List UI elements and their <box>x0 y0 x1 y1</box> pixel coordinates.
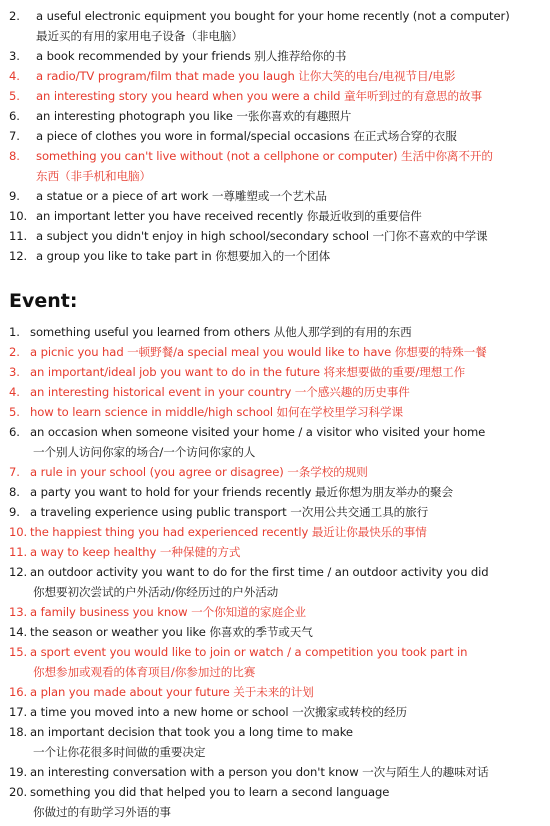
item-text: an important decision that took you a long time to make <box>30 725 353 739</box>
item-text: a plan you made about your future 关于未来的计划 <box>30 685 314 699</box>
item-text-continued: 东西（非手机和电脑） <box>36 169 151 183</box>
item-number: 9. <box>9 189 20 203</box>
item-text: an interesting historical event in your country 一个感兴趣的历史事件 <box>30 385 410 399</box>
event-item <box>0 402 550 422</box>
topic-item <box>0 106 550 126</box>
item-text: something useful you learned from others 从他人那学到的有用的东西 <box>30 325 412 339</box>
event-item <box>0 422 550 462</box>
item-text-continued: 最近买的有用的家用电子设备（非电脑） <box>36 29 243 43</box>
topic-item <box>0 46 550 66</box>
item-text: an outdoor activity you want to do for the first time / an outdoor activity you did <box>30 565 489 579</box>
item-text: a useful electronic equipment you bought for your home recently (not a computer) <box>36 9 510 23</box>
item-number: 12. <box>9 565 28 579</box>
topic-item <box>0 6 550 46</box>
item-text: a time you moved into a new home or school 一次搬家或转校的经历 <box>30 705 408 719</box>
topic-item <box>0 146 550 186</box>
event-item <box>0 322 550 342</box>
event-item <box>0 702 550 722</box>
item-text: a family business you know 一个你知道的家庭企业 <box>30 605 307 619</box>
item-number: 11. <box>9 229 28 243</box>
event-heading: Event: <box>9 290 78 312</box>
item-number: 10. <box>9 209 28 223</box>
item-text: an important letter you have received recently 你最近收到的重要信件 <box>36 209 422 223</box>
item-text: a book recommended by your friends 别人推荐给你的书 <box>36 49 347 63</box>
topic-item <box>0 186 550 206</box>
item-text: something you did that helped you to learn a second language <box>30 785 390 799</box>
item-text: a subject you didn't enjoy in high school/secondary school 一门你不喜欢的中学课 <box>36 229 488 243</box>
topic-item <box>0 126 550 146</box>
item-text: the season or weather you like 你喜欢的季节或天气 <box>30 625 313 639</box>
item-text-continued: 你做过的有助学习外语的事 <box>33 805 171 819</box>
item-number: 5. <box>9 89 20 103</box>
item-number: 6. <box>9 109 20 123</box>
event-item <box>0 622 550 642</box>
item-number: 14. <box>9 625 28 639</box>
event-item <box>0 462 550 482</box>
item-text-continued: 你想要初次尝试的户外活动/你经历过的户外活动 <box>33 585 279 599</box>
event-item <box>0 502 550 522</box>
item-number: 6. <box>9 425 20 439</box>
item-number: 10. <box>9 525 28 539</box>
item-text: a group you like to take part in 你想要加入的一个团体 <box>36 249 331 263</box>
item-number: 3. <box>9 365 20 379</box>
item-text: a sport event you would like to join or watch / a competition you took part in <box>30 645 468 659</box>
item-text: how to learn science in middle/high school 如何在学校里学习科学课 <box>30 405 403 419</box>
topic-list <box>0 6 550 266</box>
item-text: a piece of clothes you wore in formal/special occasions 在正式场合穿的衣服 <box>36 129 457 143</box>
event-item <box>0 782 550 822</box>
item-number: 3. <box>9 49 20 63</box>
topic-item <box>0 226 550 246</box>
topic-item <box>0 246 550 266</box>
item-number: 19. <box>9 765 28 779</box>
event-item <box>0 382 550 402</box>
event-item <box>0 342 550 362</box>
item-text: an interesting photograph you like 一张你喜欢的有趣照片 <box>36 109 352 123</box>
event-item <box>0 522 550 542</box>
event-item <box>0 682 550 702</box>
item-number: 17. <box>9 705 28 719</box>
item-number: 2. <box>9 9 20 23</box>
event-item <box>0 542 550 562</box>
item-text: something you can't live without (not a cellphone or computer) 生活中你离不开的 <box>36 149 493 163</box>
item-text-continued: 一个别人访问你家的场合/一个访问你家的人 <box>33 445 256 459</box>
item-number: 16. <box>9 685 28 699</box>
item-text: a picnic you had 一顿野餐/a special meal you would like to have 你想要的特殊一餐 <box>30 345 487 359</box>
item-text: an important/ideal job you want to do in the future 将来想要做的重要/理想工作 <box>30 365 466 379</box>
item-number: 4. <box>9 69 20 83</box>
item-text: a party you want to hold for your friends recently 最近你想为朋友举办的聚会 <box>30 485 453 499</box>
event-item <box>0 362 550 382</box>
item-number: 12. <box>9 249 28 263</box>
item-number: 7. <box>9 465 20 479</box>
event-item <box>0 602 550 622</box>
item-number: 8. <box>9 149 20 163</box>
item-text: a way to keep healthy 一种保健的方式 <box>30 545 241 559</box>
item-number: 9. <box>9 505 20 519</box>
topic-item <box>0 206 550 226</box>
item-text-continued: 你想参加或观看的体育项目/你参加过的比赛 <box>33 665 256 679</box>
item-number: 15. <box>9 645 28 659</box>
item-text: an interesting story you heard when you were a child 童年听到过的有意思的故事 <box>36 89 482 103</box>
topic-item <box>0 86 550 106</box>
item-text-continued: 一个让你花很多时间做的重要决定 <box>33 745 206 759</box>
item-number: 18. <box>9 725 28 739</box>
item-number: 4. <box>9 385 20 399</box>
item-number: 20. <box>9 785 28 799</box>
item-number: 13. <box>9 605 28 619</box>
item-number: 8. <box>9 485 20 499</box>
event-list <box>0 322 550 822</box>
topic-item <box>0 66 550 86</box>
item-text: a statue or a piece of art work 一尊雕塑或一个艺术品 <box>36 189 327 203</box>
event-item <box>0 642 550 682</box>
event-item <box>0 762 550 782</box>
item-text: a radio/TV program/film that made you laugh 让你大笑的电台/电视节目/电影 <box>36 69 456 83</box>
item-number: 1. <box>9 325 20 339</box>
item-text: a rule in your school (you agree or disagree) 一条学校的规则 <box>30 465 368 479</box>
item-text: the happiest thing you had experienced recently 最近让你最快乐的事情 <box>30 525 427 539</box>
item-number: 7. <box>9 129 20 143</box>
item-number: 2. <box>9 345 20 359</box>
event-item <box>0 722 550 762</box>
item-text: a traveling experience using public transport 一次用公共交通工具的旅行 <box>30 505 429 519</box>
item-text: an occasion when someone visited your home / a visitor who visited your home <box>30 425 486 439</box>
item-number: 11. <box>9 545 28 559</box>
event-item <box>0 482 550 502</box>
item-number: 5. <box>9 405 20 419</box>
item-text: an interesting conversation with a person you don't know 一次与陌生人的趣味对话 <box>30 765 489 779</box>
event-item <box>0 562 550 602</box>
